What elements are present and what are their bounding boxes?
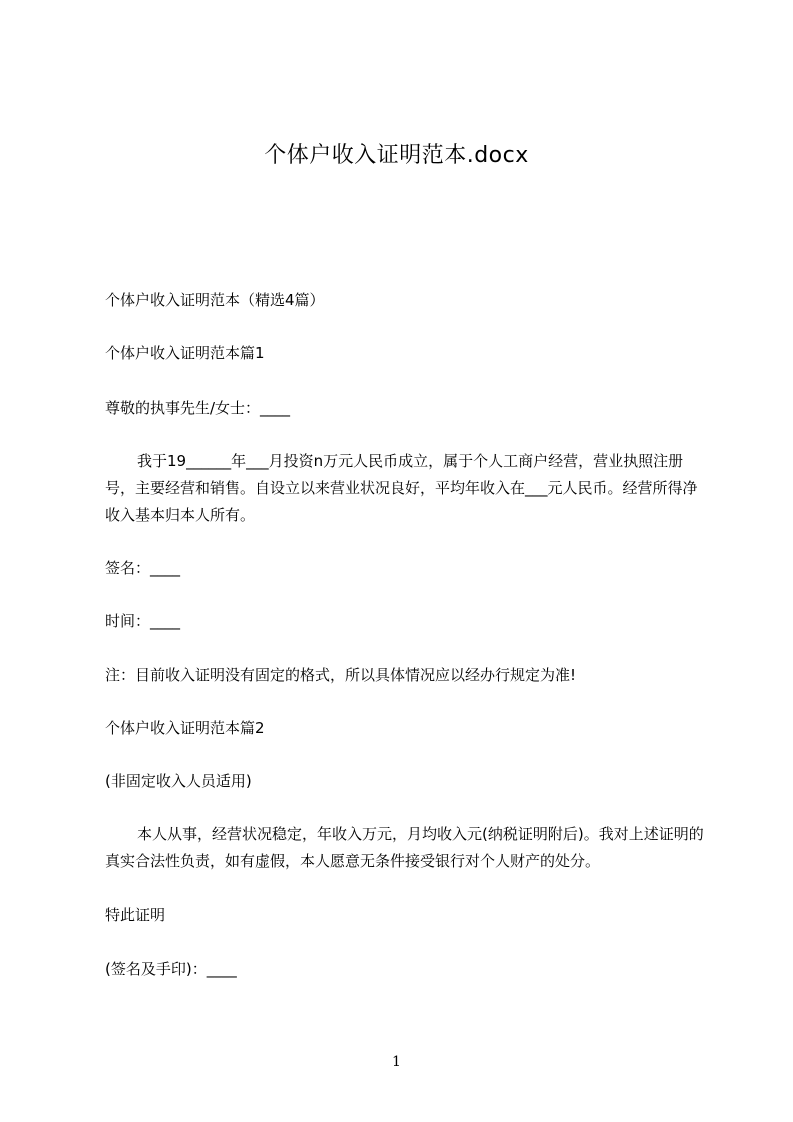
paragraph-body-2: 本人从事，经营状况稳定，年收入万元，月均收入元(纳税证明附后)。我对上述证明的真实合法性负责，如有虚假，本人愿意无条件接受银行对个人财产的处分。 <box>105 825 704 870</box>
paragraph-certify: 特此证明 <box>105 906 166 924</box>
paragraph-note: 注：目前收入证明没有固定的格式，所以具体情况应以经办行规定为准! <box>105 666 577 684</box>
paragraph-section-2: 个体户收入证明范本篇2 <box>105 719 265 737</box>
paragraph-sign-fingerprint: (签名及手印)：____ <box>105 960 237 978</box>
paragraph-body-1: 我于19______年___月投资n万元人民币成立，属于个人工商户经营，营业执照注册号，主要经营和销售。自设立以来营业状况良好，平均年收入在___元人民币。经营所得净收入基本归本人所有。 <box>105 452 698 524</box>
paragraph-time: 时间：____ <box>105 612 181 630</box>
paragraph-signature: 签名：____ <box>105 559 181 577</box>
paragraph-section-1: 个体户收入证明范本篇1 <box>105 344 265 362</box>
paragraph-salutation: 尊敬的执事先生/女士：____ <box>105 399 291 417</box>
page-number: 1 <box>392 1054 401 1070</box>
document-title: 个体户收入证明范本.docx <box>264 143 529 168</box>
paragraph-applicability: (非固定收入人员适用) <box>105 772 252 790</box>
paragraph-heading: 个体户收入证明范本（精选4篇） <box>105 291 325 309</box>
